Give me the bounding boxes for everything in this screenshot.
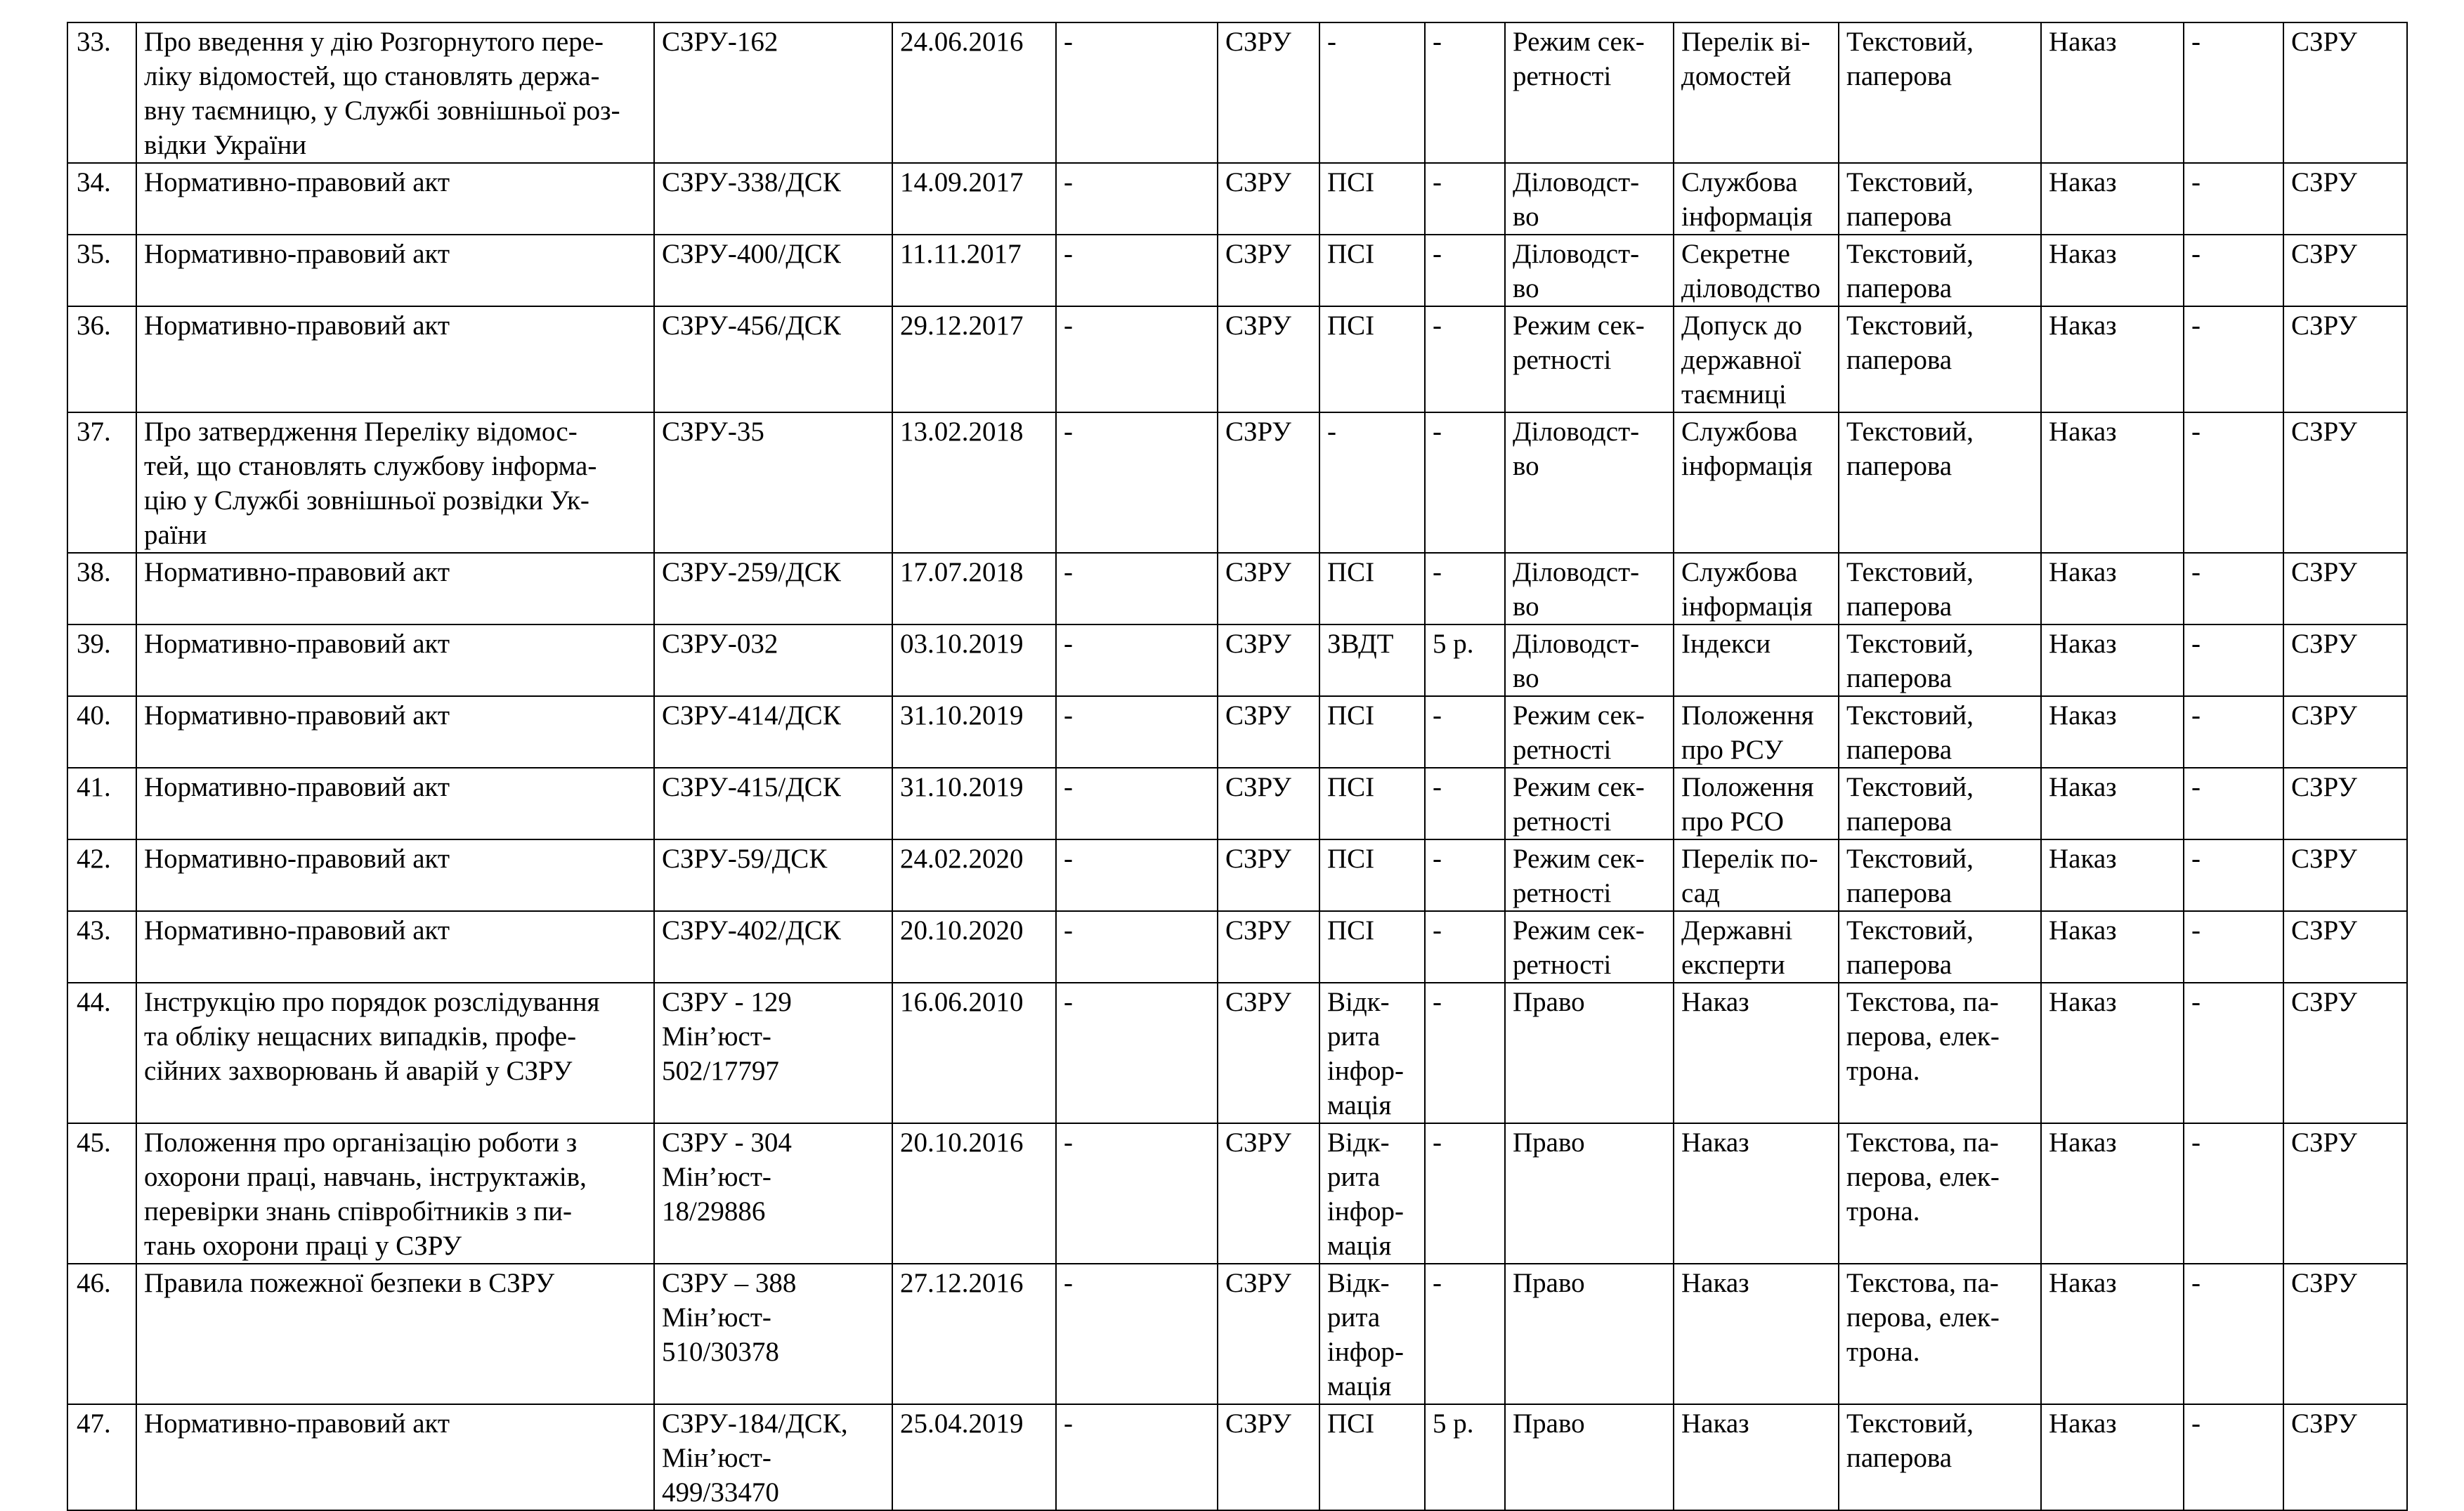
document-date: 27.12.2016 <box>892 1264 1056 1404</box>
document-date: 14.09.2017 <box>892 163 1056 235</box>
column-5-value: - <box>1056 1264 1218 1404</box>
document-type: Наказ <box>2041 983 2184 1123</box>
issuing-organization: СЗРУ <box>1218 553 1319 624</box>
restriction-term: 5 р. <box>1425 1404 1505 1510</box>
document-form: Текстовий, паперова <box>1839 412 2041 553</box>
table-row <box>67 696 2407 768</box>
access-restriction: ПСІ <box>1319 553 1425 624</box>
document-title: Нормативно-правовий акт <box>136 163 654 235</box>
column-5-value: - <box>1056 1123 1218 1264</box>
restriction-term: - <box>1425 306 1505 412</box>
document-subject: Наказ <box>1674 1123 1839 1264</box>
document-owner: СЗРУ <box>2283 163 2407 235</box>
document-title: Нормативно-правовий акт <box>136 696 654 768</box>
document-category: Режим сек- ретності <box>1505 696 1674 768</box>
row-number: 45. <box>67 1123 136 1264</box>
document-subject: Індекси <box>1674 624 1839 696</box>
document-type: Наказ <box>2041 1264 2184 1404</box>
row-number: 41. <box>67 768 136 839</box>
column-13-value: - <box>2184 306 2283 412</box>
document-subject: Службова інформація <box>1674 163 1839 235</box>
access-restriction: - <box>1319 22 1425 163</box>
document-index: СЗРУ-032 <box>654 624 892 696</box>
document-index: СЗРУ - 304 Мін’юст- 18/29886 <box>654 1123 892 1264</box>
column-5-value: - <box>1056 839 1218 911</box>
document-owner: СЗРУ <box>2283 553 2407 624</box>
document-type: Наказ <box>2041 163 2184 235</box>
document-form: Текстовий, паперова <box>1839 553 2041 624</box>
registry-rows <box>67 22 2407 1510</box>
document-owner: СЗРУ <box>2283 22 2407 163</box>
table-row <box>67 553 2407 624</box>
access-restriction: ПСІ <box>1319 163 1425 235</box>
document-owner: СЗРУ <box>2283 235 2407 306</box>
row-number: 36. <box>67 306 136 412</box>
document-subject: Наказ <box>1674 1404 1839 1510</box>
row-number: 33. <box>67 22 136 163</box>
row-number: 35. <box>67 235 136 306</box>
issuing-organization: СЗРУ <box>1218 22 1319 163</box>
document-subject: Державні експерти <box>1674 911 1839 983</box>
document-category: Діловодст- во <box>1505 624 1674 696</box>
issuing-organization: СЗРУ <box>1218 911 1319 983</box>
document-date: 17.07.2018 <box>892 553 1056 624</box>
document-form: Текстова, па- перова, елек- трона. <box>1839 1123 2041 1264</box>
document-category: Режим сек- ретності <box>1505 911 1674 983</box>
access-restriction: ПСІ <box>1319 1404 1425 1510</box>
access-restriction: ПСІ <box>1319 839 1425 911</box>
column-5-value: - <box>1056 412 1218 553</box>
table-row <box>67 1264 2407 1404</box>
row-number: 47. <box>67 1404 136 1510</box>
restriction-term: - <box>1425 1123 1505 1264</box>
table-row <box>67 412 2407 553</box>
document-title: Про затвердження Переліку відомос- тей, що становлять службову інформа- цію у Службі зовнішньої розвідки Ук- раїни <box>136 412 654 553</box>
issuing-organization: СЗРУ <box>1218 235 1319 306</box>
document-type: Наказ <box>2041 696 2184 768</box>
issuing-organization: СЗРУ <box>1218 983 1319 1123</box>
document-owner: СЗРУ <box>2283 624 2407 696</box>
column-13-value: - <box>2184 235 2283 306</box>
issuing-organization: СЗРУ <box>1218 163 1319 235</box>
document-category: Право <box>1505 1404 1674 1510</box>
issuing-organization: СЗРУ <box>1218 696 1319 768</box>
document-type: Наказ <box>2041 306 2184 412</box>
document-subject: Секретне діловодство <box>1674 235 1839 306</box>
column-5-value: - <box>1056 163 1218 235</box>
restriction-term: - <box>1425 235 1505 306</box>
document-form: Текстовий, паперова <box>1839 22 2041 163</box>
document-type: Наказ <box>2041 1404 2184 1510</box>
access-restriction: ПСІ <box>1319 235 1425 306</box>
document-type: Наказ <box>2041 624 2184 696</box>
document-index: СЗРУ-415/ДСК <box>654 768 892 839</box>
access-restriction: Відк- рита інфор- мація <box>1319 1123 1425 1264</box>
row-number: 39. <box>67 624 136 696</box>
document-category: Діловодст- во <box>1505 163 1674 235</box>
column-13-value: - <box>2184 624 2283 696</box>
document-title: Про введення у дію Розгорнутого пере- ліку відомостей, що становлять держа- вну таємницю, у Службі зовнішньої роз- відки України <box>136 22 654 163</box>
document-category: Право <box>1505 983 1674 1123</box>
document-form: Текстова, па- перова, елек- трона. <box>1839 1264 2041 1404</box>
column-5-value: - <box>1056 696 1218 768</box>
column-13-value: - <box>2184 696 2283 768</box>
document-subject: Положення про РСО <box>1674 768 1839 839</box>
document-owner: СЗРУ <box>2283 768 2407 839</box>
document-form: Текстова, па- перова, елек- трона. <box>1839 983 2041 1123</box>
document-form: Текстовий, паперова <box>1839 839 2041 911</box>
document-date: 31.10.2019 <box>892 696 1056 768</box>
document-title: Нормативно-правовий акт <box>136 1404 654 1510</box>
document-index: СЗРУ-402/ДСК <box>654 911 892 983</box>
document-owner: СЗРУ <box>2283 306 2407 412</box>
document-date: 20.10.2020 <box>892 911 1056 983</box>
document-owner: СЗРУ <box>2283 839 2407 911</box>
document-type: Наказ <box>2041 839 2184 911</box>
document-category: Право <box>1505 1123 1674 1264</box>
column-13-value: - <box>2184 911 2283 983</box>
column-13-value: - <box>2184 22 2283 163</box>
document-date: 24.02.2020 <box>892 839 1056 911</box>
document-title: Нормативно-правовий акт <box>136 624 654 696</box>
restriction-term: - <box>1425 22 1505 163</box>
column-5-value: - <box>1056 553 1218 624</box>
document-category: Режим сек- ретності <box>1505 306 1674 412</box>
document-subject: Положення про РСУ <box>1674 696 1839 768</box>
access-restriction: - <box>1319 412 1425 553</box>
document-index: СЗРУ-59/ДСК <box>654 839 892 911</box>
access-restriction: Відк- рита інфор- мація <box>1319 983 1425 1123</box>
issuing-organization: СЗРУ <box>1218 1404 1319 1510</box>
issuing-organization: СЗРУ <box>1218 412 1319 553</box>
restriction-term: - <box>1425 412 1505 553</box>
row-number: 44. <box>67 983 136 1123</box>
access-restriction: ЗВДТ <box>1319 624 1425 696</box>
document-index: СЗРУ-162 <box>654 22 892 163</box>
column-13-value: - <box>2184 412 2283 553</box>
column-13-value: - <box>2184 1404 2283 1510</box>
document-index: СЗРУ-456/ДСК <box>654 306 892 412</box>
document-title: Нормативно-правовий акт <box>136 911 654 983</box>
column-5-value: - <box>1056 306 1218 412</box>
document-title: Положення про організацію роботи з охорони праці, навчань, інструктажів, перевірки знань співробітників з пи- тань охорони праці у СЗРУ <box>136 1123 654 1264</box>
document-owner: СЗРУ <box>2283 412 2407 553</box>
row-number: 37. <box>67 412 136 553</box>
document-date: 24.06.2016 <box>892 22 1056 163</box>
document-title: Нормативно-правовий акт <box>136 306 654 412</box>
document-category: Діловодст- во <box>1505 235 1674 306</box>
issuing-organization: СЗРУ <box>1218 839 1319 911</box>
document-type: Наказ <box>2041 1123 2184 1264</box>
document-subject: Службова інформація <box>1674 412 1839 553</box>
document-index: СЗРУ-338/ДСК <box>654 163 892 235</box>
document-index: СЗРУ-414/ДСК <box>654 696 892 768</box>
document-title: Інструкцію про порядок розслідування та обліку нещасних випадків, профе- сійних захворювань й аварій у СЗРУ <box>136 983 654 1123</box>
restriction-term: - <box>1425 553 1505 624</box>
column-5-value: - <box>1056 22 1218 163</box>
restriction-term: 5 р. <box>1425 624 1505 696</box>
document-type: Наказ <box>2041 911 2184 983</box>
document-title: Правила пожежної безпеки в СЗРУ <box>136 1264 654 1404</box>
document-index: СЗРУ - 129 Мін’юст- 502/17797 <box>654 983 892 1123</box>
document-subject: Допуск до державної таємниці <box>1674 306 1839 412</box>
document-title: Нормативно-правовий акт <box>136 235 654 306</box>
access-restriction: ПСІ <box>1319 306 1425 412</box>
restriction-term: - <box>1425 768 1505 839</box>
document-subject: Наказ <box>1674 1264 1839 1404</box>
restriction-term: - <box>1425 1264 1505 1404</box>
document-form: Текстовий, паперова <box>1839 163 2041 235</box>
row-number: 38. <box>67 553 136 624</box>
issuing-organization: СЗРУ <box>1218 306 1319 412</box>
column-13-value: - <box>2184 839 2283 911</box>
column-5-value: - <box>1056 624 1218 696</box>
column-13-value: - <box>2184 553 2283 624</box>
document-type: Наказ <box>2041 768 2184 839</box>
access-restriction: ПСІ <box>1319 911 1425 983</box>
table-row <box>67 839 2407 911</box>
access-restriction: Відк- рита інфор- мація <box>1319 1264 1425 1404</box>
issuing-organization: СЗРУ <box>1218 1264 1319 1404</box>
column-5-value: - <box>1056 1404 1218 1510</box>
document-form: Текстовий, паперова <box>1839 768 2041 839</box>
restriction-term: - <box>1425 696 1505 768</box>
column-13-value: - <box>2184 1123 2283 1264</box>
document-owner: СЗРУ <box>2283 1264 2407 1404</box>
table-row <box>67 1123 2407 1264</box>
document-category: Діловодст- во <box>1505 553 1674 624</box>
column-5-value: - <box>1056 983 1218 1123</box>
document-title: Нормативно-правовий акт <box>136 839 654 911</box>
registry-table <box>67 22 2408 1511</box>
document-form: Текстовий, паперова <box>1839 1404 2041 1510</box>
access-restriction: ПСІ <box>1319 696 1425 768</box>
row-number: 42. <box>67 839 136 911</box>
document-form: Текстовий, паперова <box>1839 911 2041 983</box>
document-type: Наказ <box>2041 412 2184 553</box>
document-owner: СЗРУ <box>2283 696 2407 768</box>
document-index: СЗРУ-35 <box>654 412 892 553</box>
issuing-organization: СЗРУ <box>1218 624 1319 696</box>
document-date: 31.10.2019 <box>892 768 1056 839</box>
document-subject: Перелік по- сад <box>1674 839 1839 911</box>
document-owner: СЗРУ <box>2283 911 2407 983</box>
document-date: 11.11.2017 <box>892 235 1056 306</box>
document-form: Текстовий, паперова <box>1839 696 2041 768</box>
document-subject: Наказ <box>1674 983 1839 1123</box>
document-owner: СЗРУ <box>2283 983 2407 1123</box>
document-index: СЗРУ – 388 Мін’юст- 510/30378 <box>654 1264 892 1404</box>
restriction-term: - <box>1425 983 1505 1123</box>
document-owner: СЗРУ <box>2283 1123 2407 1264</box>
column-5-value: - <box>1056 768 1218 839</box>
document-owner: СЗРУ <box>2283 1404 2407 1510</box>
document-index: СЗРУ-259/ДСК <box>654 553 892 624</box>
restriction-term: - <box>1425 839 1505 911</box>
table-row <box>67 22 2407 163</box>
document-category: Право <box>1505 1264 1674 1404</box>
column-5-value: - <box>1056 235 1218 306</box>
access-restriction: ПСІ <box>1319 768 1425 839</box>
issuing-organization: СЗРУ <box>1218 768 1319 839</box>
row-number: 46. <box>67 1264 136 1404</box>
document-date: 13.02.2018 <box>892 412 1056 553</box>
document-type: Наказ <box>2041 553 2184 624</box>
document-form: Текстовий, паперова <box>1839 235 2041 306</box>
column-13-value: - <box>2184 768 2283 839</box>
document-category: Режим сек- ретності <box>1505 839 1674 911</box>
document-index: СЗРУ-184/ДСК, Мін’юст- 499/33470 <box>654 1404 892 1510</box>
document-subject: Службова інформація <box>1674 553 1839 624</box>
restriction-term: - <box>1425 911 1505 983</box>
table-row <box>67 235 2407 306</box>
table-row <box>67 163 2407 235</box>
column-13-value: - <box>2184 163 2283 235</box>
table-row <box>67 983 2407 1123</box>
document-category: Діловодст- во <box>1505 412 1674 553</box>
document-date: 16.06.2010 <box>892 983 1056 1123</box>
document-category: Режим сек- ретності <box>1505 768 1674 839</box>
row-number: 34. <box>67 163 136 235</box>
document-title: Нормативно-правовий акт <box>136 768 654 839</box>
document-index: СЗРУ-400/ДСК <box>654 235 892 306</box>
document-form: Текстовий, паперова <box>1839 306 2041 412</box>
document-category: Режим сек- ретності <box>1505 22 1674 163</box>
issuing-organization: СЗРУ <box>1218 1123 1319 1264</box>
restriction-term: - <box>1425 163 1505 235</box>
table-row <box>67 306 2407 412</box>
row-number: 40. <box>67 696 136 768</box>
row-number: 43. <box>67 911 136 983</box>
column-13-value: - <box>2184 1264 2283 1404</box>
document-date: 29.12.2017 <box>892 306 1056 412</box>
column-5-value: - <box>1056 911 1218 983</box>
document-date: 25.04.2019 <box>892 1404 1056 1510</box>
table-row <box>67 911 2407 983</box>
document-form: Текстовий, паперова <box>1839 624 2041 696</box>
table-row <box>67 1404 2407 1510</box>
table-row <box>67 768 2407 839</box>
document-date: 03.10.2019 <box>892 624 1056 696</box>
document-page <box>67 22 2408 1511</box>
document-subject: Перелік ві- домостей <box>1674 22 1839 163</box>
document-title: Нормативно-правовий акт <box>136 553 654 624</box>
document-date: 20.10.2016 <box>892 1123 1056 1264</box>
document-type: Наказ <box>2041 235 2184 306</box>
table-row <box>67 624 2407 696</box>
document-type: Наказ <box>2041 22 2184 163</box>
column-13-value: - <box>2184 983 2283 1123</box>
